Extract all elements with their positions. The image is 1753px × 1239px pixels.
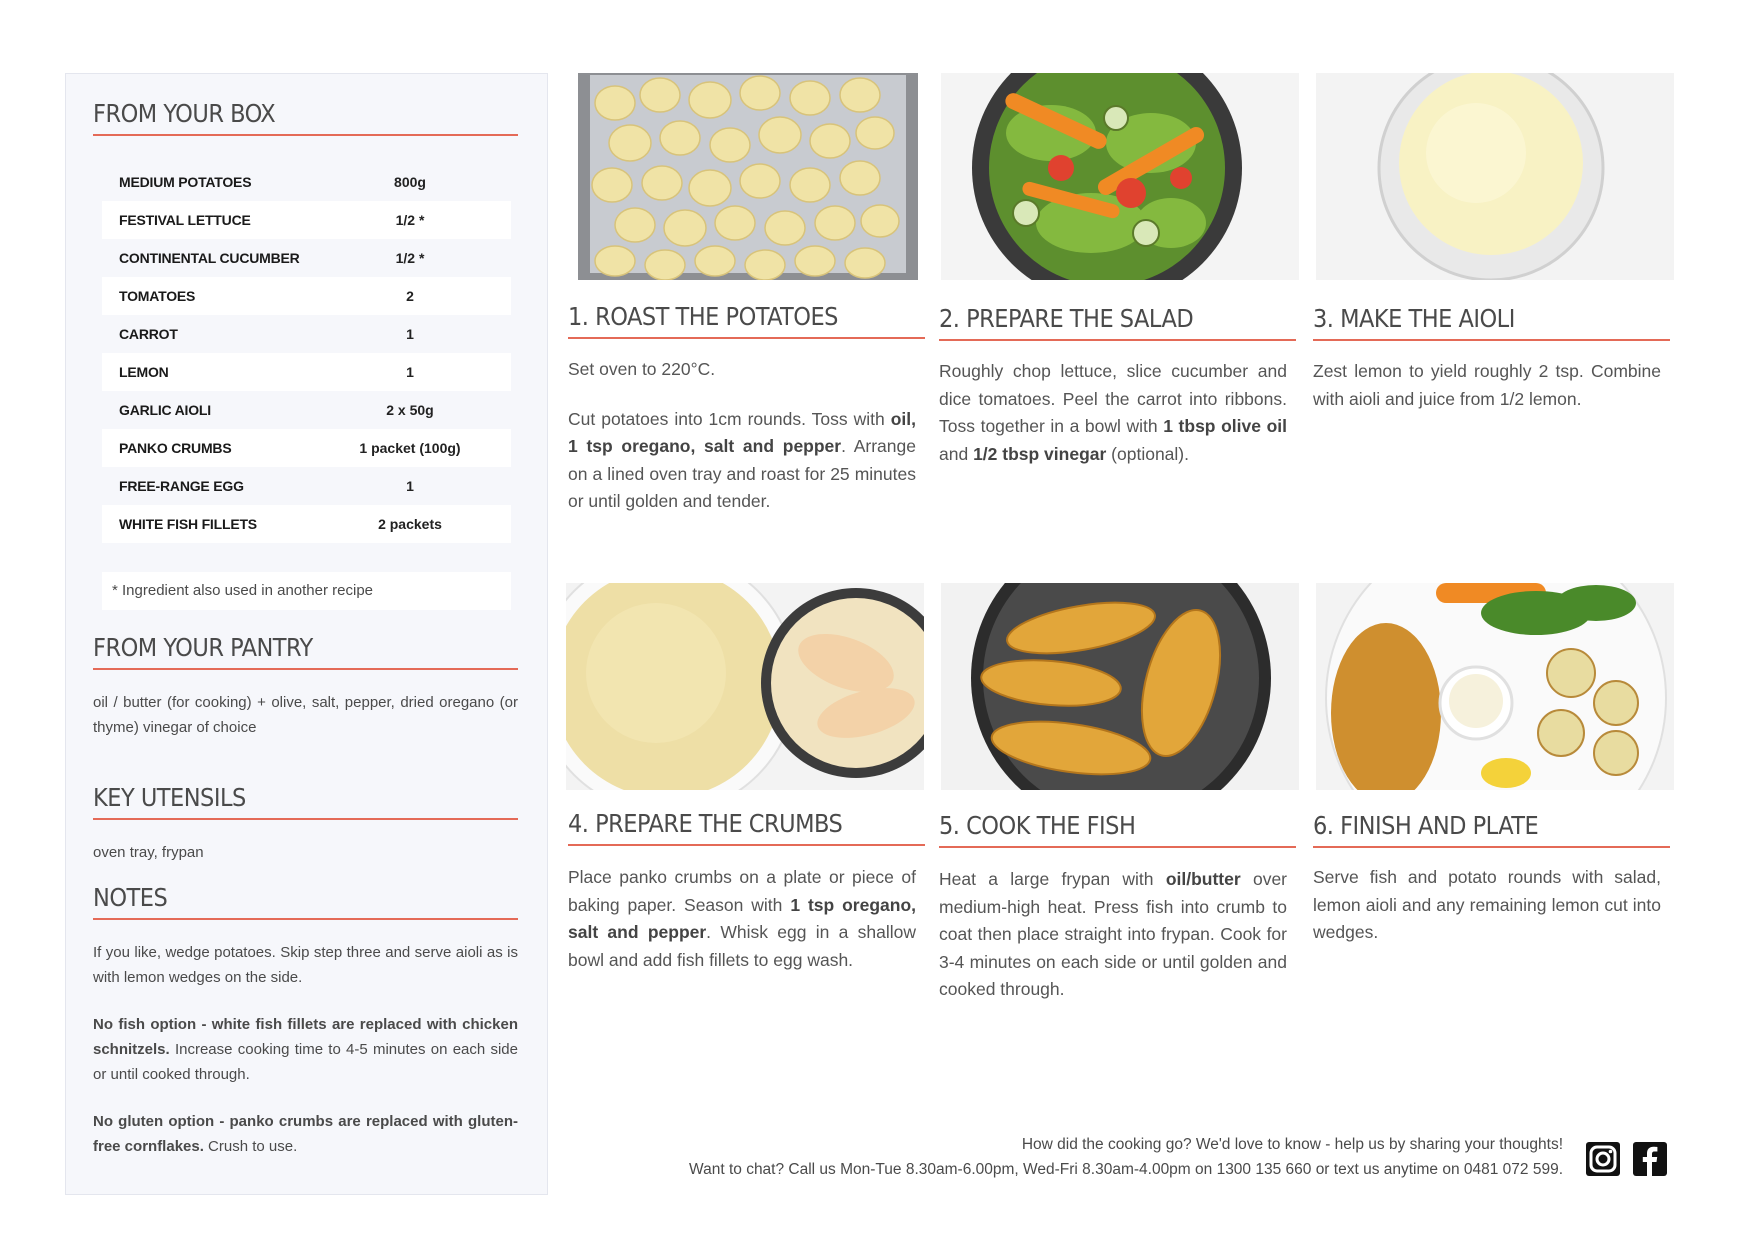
notes-para-3-rest: Crush to use.: [203, 1138, 298, 1155]
notes-para-2: [93, 1012, 518, 1087]
step-4-title: 4. PREPARE THE CRUMBS: [568, 809, 925, 846]
facebook-icon[interactable]: [1632, 1141, 1668, 1177]
ingredient-row: [102, 239, 511, 277]
ingredient-qty: 1: [406, 326, 414, 342]
salad-illustration: [941, 73, 1299, 280]
notes-para-2-rest: Increase cooking time to 4-5 minutes on each side or until cooked through.: [93, 1041, 518, 1083]
ingredient-name: WHITE FISH FILLETS: [119, 516, 257, 532]
utensils-text: oven tray, frypan: [93, 844, 204, 861]
ingredients-sidebar: [65, 73, 548, 1195]
step-5-para: [939, 866, 1287, 1004]
roast-potatoes-illustration: [570, 73, 928, 280]
step-6-photo: [1316, 583, 1674, 790]
ingredient-row: [102, 353, 511, 391]
step-5-text-c: over medium-high heat. Press fish into crumb to coat then place straight into frypan. Cook for 3-4 minutes on each side or until golden and cooked through.: [939, 869, 1288, 999]
ingredient-row: [102, 467, 511, 505]
step-1-photo: [570, 73, 928, 280]
from-your-pantry-title: FROM YOUR PANTRY: [93, 633, 518, 670]
notes-title: NOTES: [93, 883, 518, 920]
ingredient-row: [102, 391, 511, 429]
ingredient-name: LEMON: [119, 364, 169, 380]
ingredient-row: [102, 505, 511, 543]
step-1-text-bold: oil, 1 tsp oregano, salt and pepper: [568, 408, 916, 456]
step-6-title: 6. FINISH AND PLATE: [1313, 811, 1670, 848]
ingredient-name: CARROT: [119, 326, 178, 342]
step-4-para: [568, 864, 916, 974]
ingredients-table: [102, 163, 511, 543]
step-5-text-bold: oil/butter: [1165, 869, 1241, 889]
ingredient-qty: 1 packet (100g): [359, 440, 461, 456]
ingredient-row: [102, 429, 511, 467]
step-1-title: 1. ROAST THE POTATOES: [568, 302, 925, 339]
step-1-text: [568, 356, 916, 538]
ingredient-name: CONTINENTAL CUCUMBER: [119, 250, 300, 266]
notes-para-3-bold: No gluten option - panko crumbs are replaced with gluten-free cornflakes.: [93, 1113, 518, 1155]
crumbs-illustration: [566, 583, 924, 790]
instagram-icon[interactable]: [1585, 1141, 1621, 1177]
step-4-photo: [566, 583, 924, 790]
step-1-text-c: . Arrange on a lined oven tray and roast for 25 minutes or until golden and tender.: [568, 436, 916, 511]
step-6-text: [1313, 864, 1661, 969]
step-3-text: [1313, 358, 1661, 435]
ingredient-qty: 800g: [394, 174, 426, 190]
step-5-photo: [941, 583, 1299, 790]
step-2-para: [939, 358, 1287, 468]
step-3-photo: [1316, 73, 1674, 280]
step-2-text-a: Roughly chop lettuce, slice cucumber and dice tomatoes. Peel the carrot into ribbons. Toss together in a bowl with: [939, 361, 1287, 436]
from-your-box-title: FROM YOUR BOX: [93, 99, 518, 136]
ingredient-name: GARLIC AIOLI: [119, 402, 211, 418]
ingredient-name: PANKO CRUMBS: [119, 440, 232, 456]
step-2-text-bold-1: 1 tbsp olive oil: [1163, 416, 1287, 436]
step-2-text-e: (optional).: [1106, 443, 1189, 464]
notes-para-2-bold: No fish option - white fish fillets are replaced with chicken schnitzels.: [93, 1016, 518, 1058]
step-3-title: 3. MAKE THE AIOLI: [1313, 304, 1670, 341]
step-1-para-2: [568, 406, 916, 516]
step-2-text: [939, 358, 1287, 490]
step-4-text-c: . Whisk egg in a shallow bowl and add fish fillets to egg wash.: [568, 922, 916, 970]
ingredient-row: [102, 277, 511, 315]
cook-fish-illustration: [941, 583, 1299, 790]
instagram-glyph: [1585, 1141, 1621, 1177]
key-utensils-title: KEY UTENSILS: [93, 783, 518, 820]
step-2-photo: [941, 73, 1299, 280]
step-4-text-a: Place panko crumbs on a plate or piece of baking paper. Season with: [568, 867, 916, 915]
ingredient-footnote: * Ingredient also used in another recipe: [102, 572, 511, 610]
step-2-title: 2. PREPARE THE SALAD: [939, 304, 1296, 341]
step-2-text-bold-2: 1/2 tbsp vinegar: [973, 443, 1107, 464]
ingredient-qty: 1: [406, 478, 414, 494]
ingredient-qty: 2 packets: [378, 516, 442, 532]
aioli-illustration: [1316, 73, 1674, 280]
ingredient-name: MEDIUM POTATOES: [119, 174, 252, 190]
pantry-text: oil / butter (for cooking) + olive, salt, pepper, dried oregano (or thyme) vinegar of choice: [93, 694, 518, 736]
finish-plate-illustration: [1316, 583, 1674, 790]
facebook-glyph: [1632, 1141, 1668, 1177]
ingredient-qty: 2: [406, 288, 414, 304]
ingredient-qty: 1/2 *: [395, 250, 425, 266]
ingredient-name: TOMATOES: [119, 288, 196, 304]
step-6-para: Serve fish and potato rounds with salad, lemon aioli and any remaining lemon cut into wedges.: [1313, 867, 1661, 942]
ingredient-qty: 2 x 50g: [386, 402, 434, 418]
ingredient-row: [102, 163, 511, 201]
footer-contact-line: Want to chat? Call us Mon-Tue 8.30am-6.00pm, Wed-Fri 8.30am-4.00pm on 1300 135 660 or text us anytime on 0481 072 599.: [689, 1161, 1563, 1178]
ingredient-row: [102, 315, 511, 353]
notes-para-1: If you like, wedge potatoes. Skip step three and serve aioli as is with lemon wedges on the side.: [93, 944, 518, 986]
footer-feedback-line: How did the cooking go? We'd love to know - help us by sharing your thoughts!: [1021, 1136, 1563, 1153]
step-5-text: [939, 866, 1287, 1026]
ingredient-qty: 1: [406, 364, 414, 380]
step-5-text-a: Heat a large frypan with: [939, 869, 1166, 889]
step-3-para: Zest lemon to yield roughly 2 tsp. Combine with aioli and juice from 1/2 lemon.: [1313, 361, 1661, 409]
ingredient-qty: 1/2 *: [395, 212, 425, 228]
step-5-title: 5. COOK THE FISH: [939, 811, 1296, 848]
step-1-para-1: Set oven to 220°C.: [568, 359, 716, 379]
step-2-text-c: and: [939, 443, 974, 464]
step-4-text-bold: 1 tsp oregano, salt and pepper: [568, 894, 916, 942]
ingredient-name: FESTIVAL LETTUCE: [119, 212, 251, 228]
step-1-text-a: Cut potatoes into 1cm rounds. Toss with: [568, 408, 891, 429]
ingredient-row: [102, 201, 511, 239]
ingredient-name: FREE-RANGE EGG: [119, 478, 244, 494]
step-4-text: [568, 864, 916, 996]
notes-para-3: [93, 1109, 518, 1159]
